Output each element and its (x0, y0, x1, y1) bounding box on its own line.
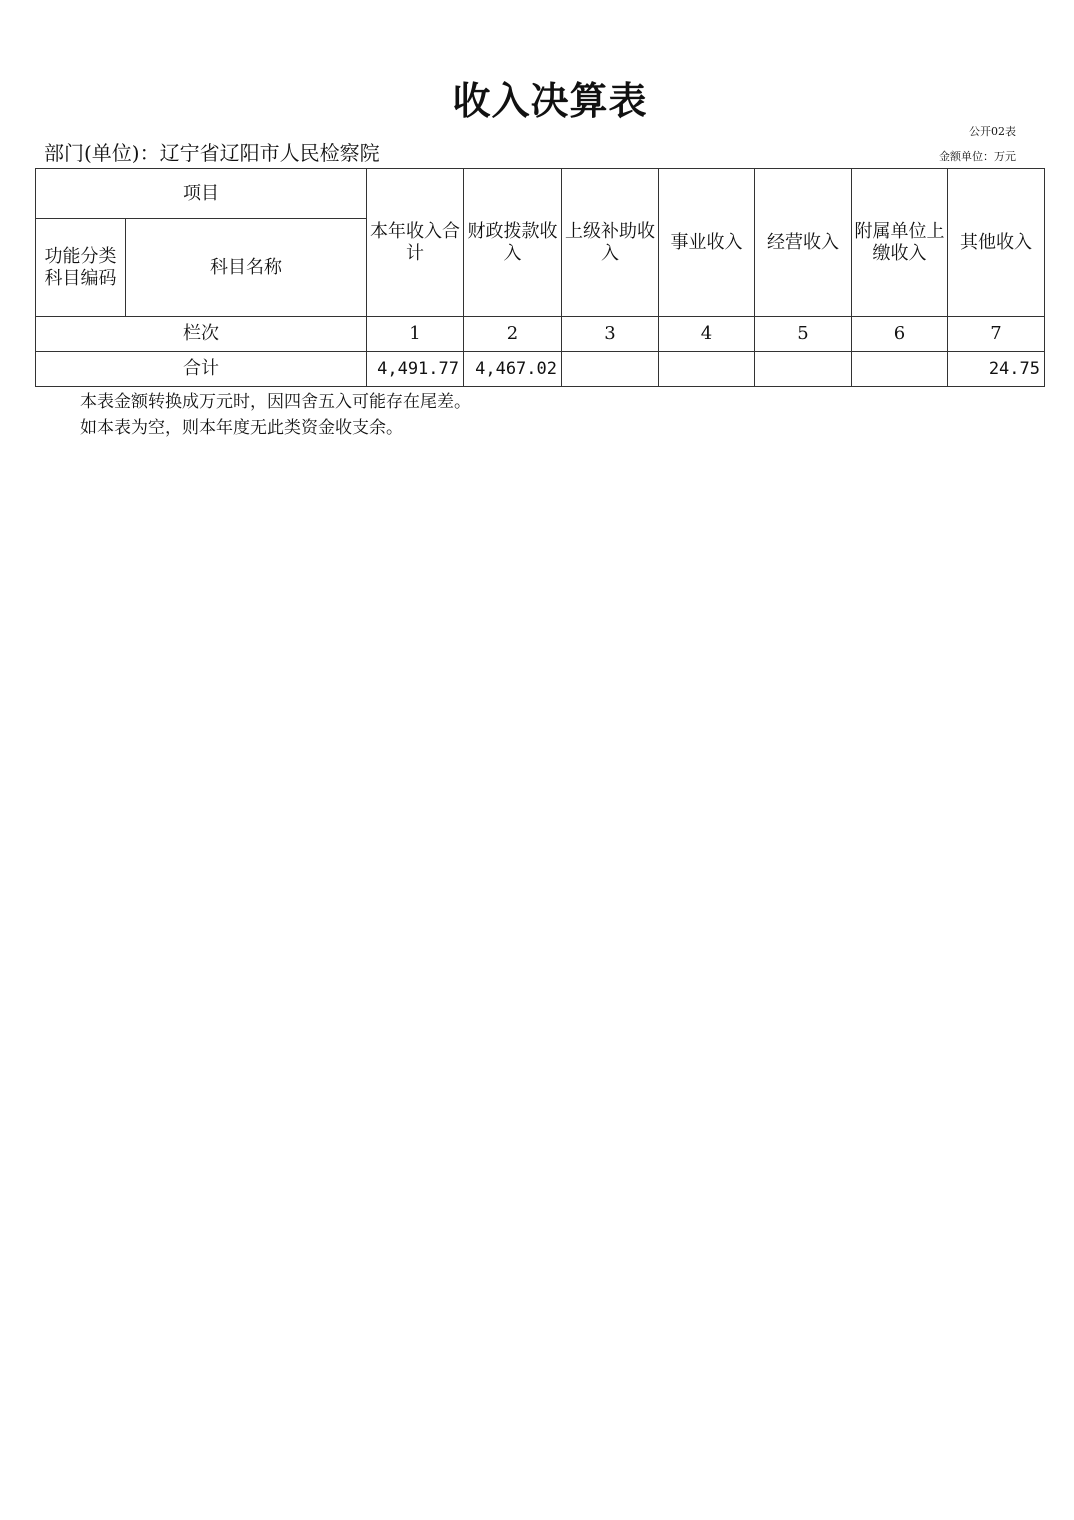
footnotes (80, 389, 471, 441)
column-number: 5 (755, 317, 852, 352)
header-col-fiscal: 财政拨款收入 (464, 169, 562, 317)
total-cell-operating (755, 352, 852, 387)
form-number: 公开02表 (969, 125, 1016, 138)
amount-unit: 金额单位：万元 (939, 150, 1016, 163)
header-item: 项目 (36, 169, 367, 219)
column-number: 3 (562, 317, 659, 352)
column-number: 6 (852, 317, 948, 352)
header-col-superior-subsidy: 上级补助收入 (562, 169, 659, 317)
header-col-business: 事业收入 (659, 169, 755, 317)
total-cell-total: 4,491.77 (367, 352, 464, 387)
total-cell-fiscal: 4,467.02 (464, 352, 562, 387)
footnote-empty: 如本表为空，则本年度无此类资金收支余。 (80, 418, 403, 438)
column-number: 7 (948, 317, 1045, 352)
total-cell-superior-subsidy (562, 352, 659, 387)
income-table (35, 168, 1045, 387)
column-number: 2 (464, 317, 562, 352)
header-subject-name: 科目名称 (126, 219, 367, 317)
header-col-operating: 经营收入 (755, 169, 852, 317)
total-cell-affiliated (852, 352, 948, 387)
footnote-rounding: 本表金额转换成万元时，因四舍五入可能存在尾差。 (80, 392, 471, 412)
header-col-total: 本年收入合计 (367, 169, 464, 317)
total-cell-business (659, 352, 755, 387)
total-cell-other: 24.75 (948, 352, 1045, 387)
page-title: 收入决算表 (452, 79, 648, 123)
column-number: 4 (659, 317, 755, 352)
column-number: 1 (367, 317, 464, 352)
header-col-affiliated: 附属单位上缴收入 (852, 169, 948, 317)
header-func-code: 功能分类科目编码 (36, 219, 126, 317)
header-col-other: 其他收入 (948, 169, 1045, 317)
department-label: 部门(单位)：辽宁省辽阳市人民检察院 (44, 141, 380, 165)
column-numbers-label: 栏次 (36, 317, 367, 352)
total-row-label: 合计 (36, 352, 367, 387)
